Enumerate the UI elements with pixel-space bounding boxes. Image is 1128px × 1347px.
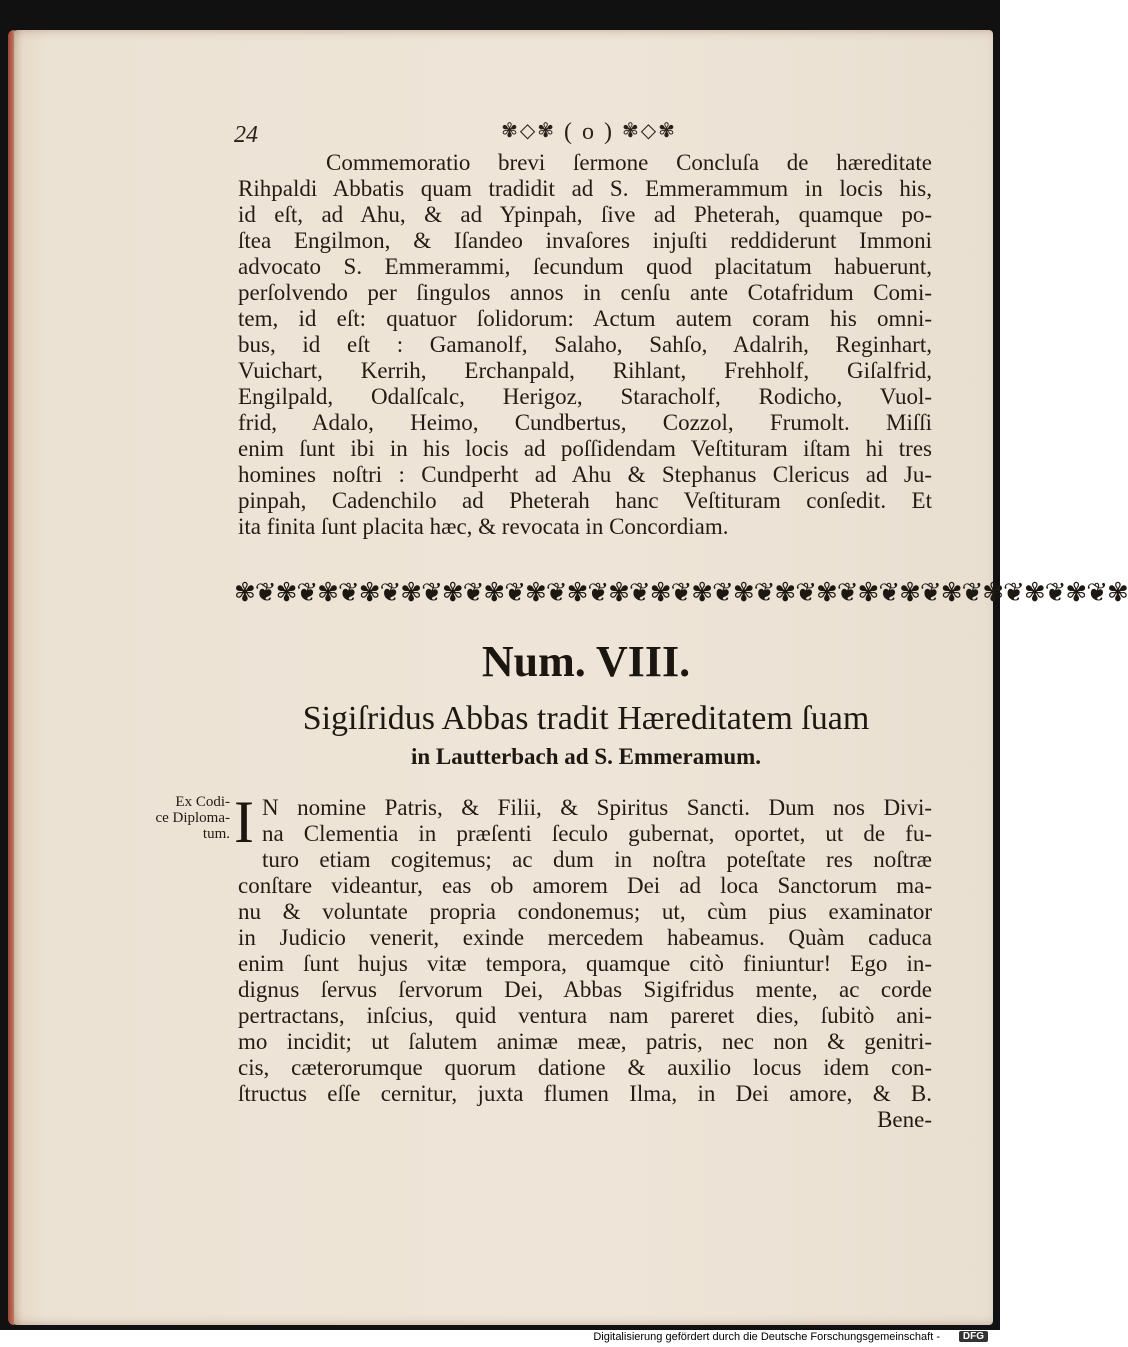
text-line: enim ſunt ibi in his locis ad poſſidendam Veſtituram iſtam hi tres [238, 436, 932, 461]
text-line: bus, id eſt : Gamanolf, Salaho, Sahſo, Adalrih, Reginhart, [238, 332, 932, 357]
text-line: N nomine Patris, & Filii, & Spiritus Sancti. Dum nos Divi- [262, 795, 932, 820]
ornament-rule: ✾❦✾❦✾❦✾❦✾❦✾❦✾❦✾❦✾❦✾❦✾❦✾❦✾❦✾❦✾❦✾❦✾❦✾❦✾❦✾❦✾❦✾ [234, 578, 1128, 607]
text-line: Commemoratio brevi ſermone Concluſa de hæreditate [326, 150, 932, 175]
marginal-note-line: Ex Codi- [175, 794, 230, 810]
text-line: Vuichart, Kerrih, Erchanpald, Rihlant, Frehholf, Giſalfrid, [238, 358, 932, 383]
text-line: advocato S. Emmerammi, ſecundum quod placitatum habuerunt, [238, 254, 932, 279]
catchword: Bene- [877, 1107, 932, 1132]
text-line: ſtructus eſſe cernitur, juxta flumen Ilma, in Dei amore, & B. [238, 1081, 932, 1106]
text-line: in Judicio venerit, exinde mercedem habeamus. Quàm caduca [238, 925, 932, 950]
text-line: perſolvendo per ſingulos annos in cenſu ante Cotafridum Comi- [238, 280, 932, 305]
marginal-note-line: ce Diploma- [155, 810, 230, 826]
text-line: turo etiam cogitemus; ac dum in noſtra poteſtate res noſtræ [262, 847, 932, 872]
text-line: frid, Adalo, Heimo, Cundbertus, Cozzol, Frumolt. Miſſi [238, 410, 932, 435]
text-line: pinpah, Cadenchilo ad Pheterah hanc Veſtituram conſedit. Et [238, 488, 932, 513]
marginal-note-line: tum. [202, 826, 230, 842]
page-edge [8, 30, 14, 1325]
text-line: na Clementia in præſenti ſeculo gubernat, oportet, ut de fu- [262, 821, 932, 846]
text-line: mo incidit; ut ſalutem animæ meæ, patris, nec non & genitri- [238, 1029, 932, 1054]
second-section-text [238, 795, 932, 1133]
marginal-note [132, 794, 230, 842]
header-mark-text: ( o ) [564, 119, 614, 145]
digitization-credit: Digitalisierung gefördert durch die Deutsche Forschungsgemeinschaft - [593, 1331, 940, 1343]
text-line: homines noſtri : Cundperht ad Ahu & Stephanus Clericus ad Ju- [238, 462, 932, 487]
text-line: tem, id eſt: quatuor ſolidorum: Actum autem coram his omni- [238, 306, 932, 331]
text-line: enim ſunt hujus vitæ tempora, quamque citò finiuntur! Ego in- [238, 951, 932, 976]
text-line: id eſt, ad Ahu, & ad Ypinpah, ſive ad Pheterah, quamque po- [238, 202, 932, 227]
section-subtitle: in Lautterbach ad S. Emmeramum. [410, 744, 762, 769]
page-number: 24 [234, 122, 258, 148]
section-number-heading: Num. VIII. [481, 637, 691, 686]
text-line: conſtare videantur, eas ob amorem Dei ad loca Sanctorum ma- [238, 873, 932, 898]
header-ornament [474, 118, 704, 146]
text-line: ita finita ſunt placita hæc, & revocata in Concordiam. [238, 514, 729, 539]
drop-capital: I [234, 789, 254, 855]
text-line: dignus ſervus ſervorum Dei, Abbas Sigifridus mente, ac corde [238, 977, 932, 1002]
dfg-logo: DFG [959, 1331, 988, 1342]
first-section-text [238, 150, 932, 540]
text-line: Engilpald, Odalſcalc, Herigoz, Staracholf, Rodicho, Vuol- [238, 384, 932, 409]
section-title: Sigiſridus Abbas tradit Hæreditatem ſuam [302, 700, 870, 737]
text-line: ſtea Engilmon, & Iſandeo invaſores injuſti reddiderunt Immoni [238, 228, 932, 253]
ornament-right-icon: ✾◇✾ [621, 120, 677, 142]
text-line: Rihpaldi Abbatis quam tradidit ad S. Emmerammum in locis his, [238, 176, 932, 201]
text-line: cis, cæterorumque quorum datione & auxilio locus idem con- [238, 1055, 932, 1080]
running-header [234, 118, 934, 152]
text-line: nu & voluntate propria condonemus; ut, cùm pius examinator [238, 899, 932, 924]
text-line: pertractans, inſcius, quid ventura nam pareret dies, ſubitò ani- [238, 1003, 932, 1028]
ornament-left-icon: ✾◇✾ [501, 120, 556, 142]
